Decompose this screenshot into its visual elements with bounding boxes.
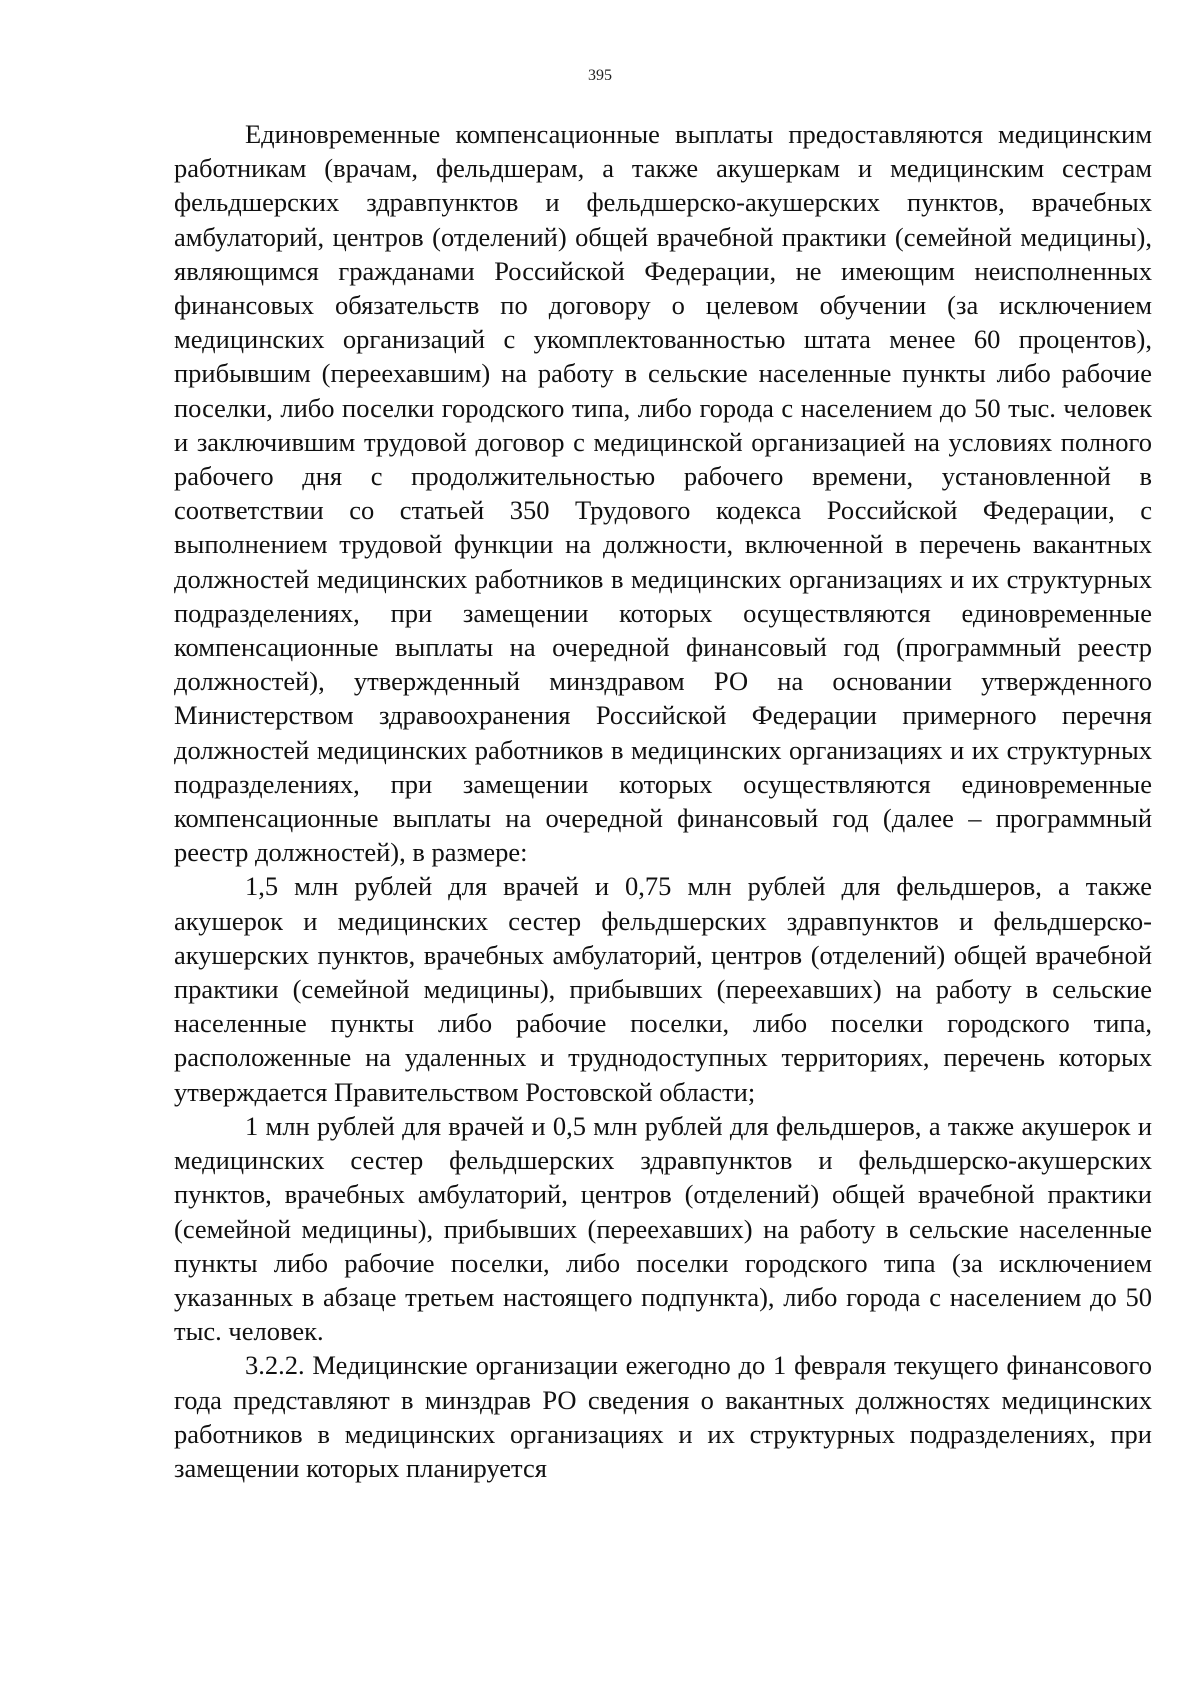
- paragraph-subsection-3-2-2: 3.2.2. Медицинские организации ежегодно до 1 февраля текущего финансового года представляют в минздрав РО сведения о вакантных должностях медицинских работников в медицинских организациях и их структурных подразделениях, при замещении которых планируется: [174, 1350, 1152, 1483]
- document-body: [174, 117, 1152, 1485]
- paragraph-compensation-conditions: Единовременные компенсационные выплаты предоставляются медицинским работникам (врачам, фельдшерам, а также акушеркам и медицинским сестрам фельдшерских здравпунктов и фельдшерско-акушерских пунктов, врачебных амбулаторий, центров (отделений) общей врачебной практики (семейной медицины), являющимся гражданами Российской Федерации, не имеющим неисполненных финансовых обязательств по договору о целевом обучении (за исключением медицинских организаций с укомплектованностью штата менее 60 процентов), прибывшим (переехавшим) на работу в сельские населенные пункты либо рабочие поселки, либо поселки городского типа, либо города с населением до 50 тыс. человек и заключившим трудовой договор с медицинской организацией на условиях полного рабочего дня с продолжительностью рабочего времени, установленной в соответствии со статьей 350 Трудового кодекса Российской Федерации, с выполнением трудовой функции на должности, включенной в перечень вакантных должностей медицинских работников в медицинских организациях и их структурных подразделениях, при замещении которых осуществляются единовременные компенсационные выплаты на очередной финансовый год (программный реестр должностей), утвержденный минздравом РО на основании утвержденного Министерством здравоохранения Российской Федерации примерного перечня должностей медицинских работников в медицинских организациях и их структурных подразделениях, при замещении которых осуществляются единовременные компенсационные выплаты на очередной финансовый год (далее – программный реестр должностей), в размере:: [174, 119, 1152, 868]
- page-number: 395: [588, 67, 612, 84]
- paragraph-remote-territories-amount: 1,5 млн рублей для врачей и 0,75 млн рублей для фельдшеров, а также акушерок и медицинских сестер фельдшерских здравпунктов и фельдшерско-акушерских пунктов, врачебных амбулаторий, центров (отделений) общей врачебной практики (семейной медицины), прибывших (переехавших) на работу в сельские населенные пункты либо рабочие поселки, либо поселки городского типа, расположенные на удаленных и труднодоступных территориях, перечень которых утверждается Правительством Ростовской области;: [174, 871, 1152, 1107]
- paragraph-other-settlements-amount: 1 млн рублей для врачей и 0,5 млн рублей для фельдшеров, а также акушерок и медицинских сестер фельдшерских здравпунктов и фельдшерско-акушерских пунктов, врачебных амбулаторий, центров (отделений) общей врачебной практики (семейной медицины), прибывших (переехавших) на работу в сельские населенные пункты либо рабочие поселки, либо поселки городского типа (за исключением указанных в абзаце третьем настоящего подпункта), либо города с населением до 50 тыс. человек.: [174, 1110, 1152, 1347]
